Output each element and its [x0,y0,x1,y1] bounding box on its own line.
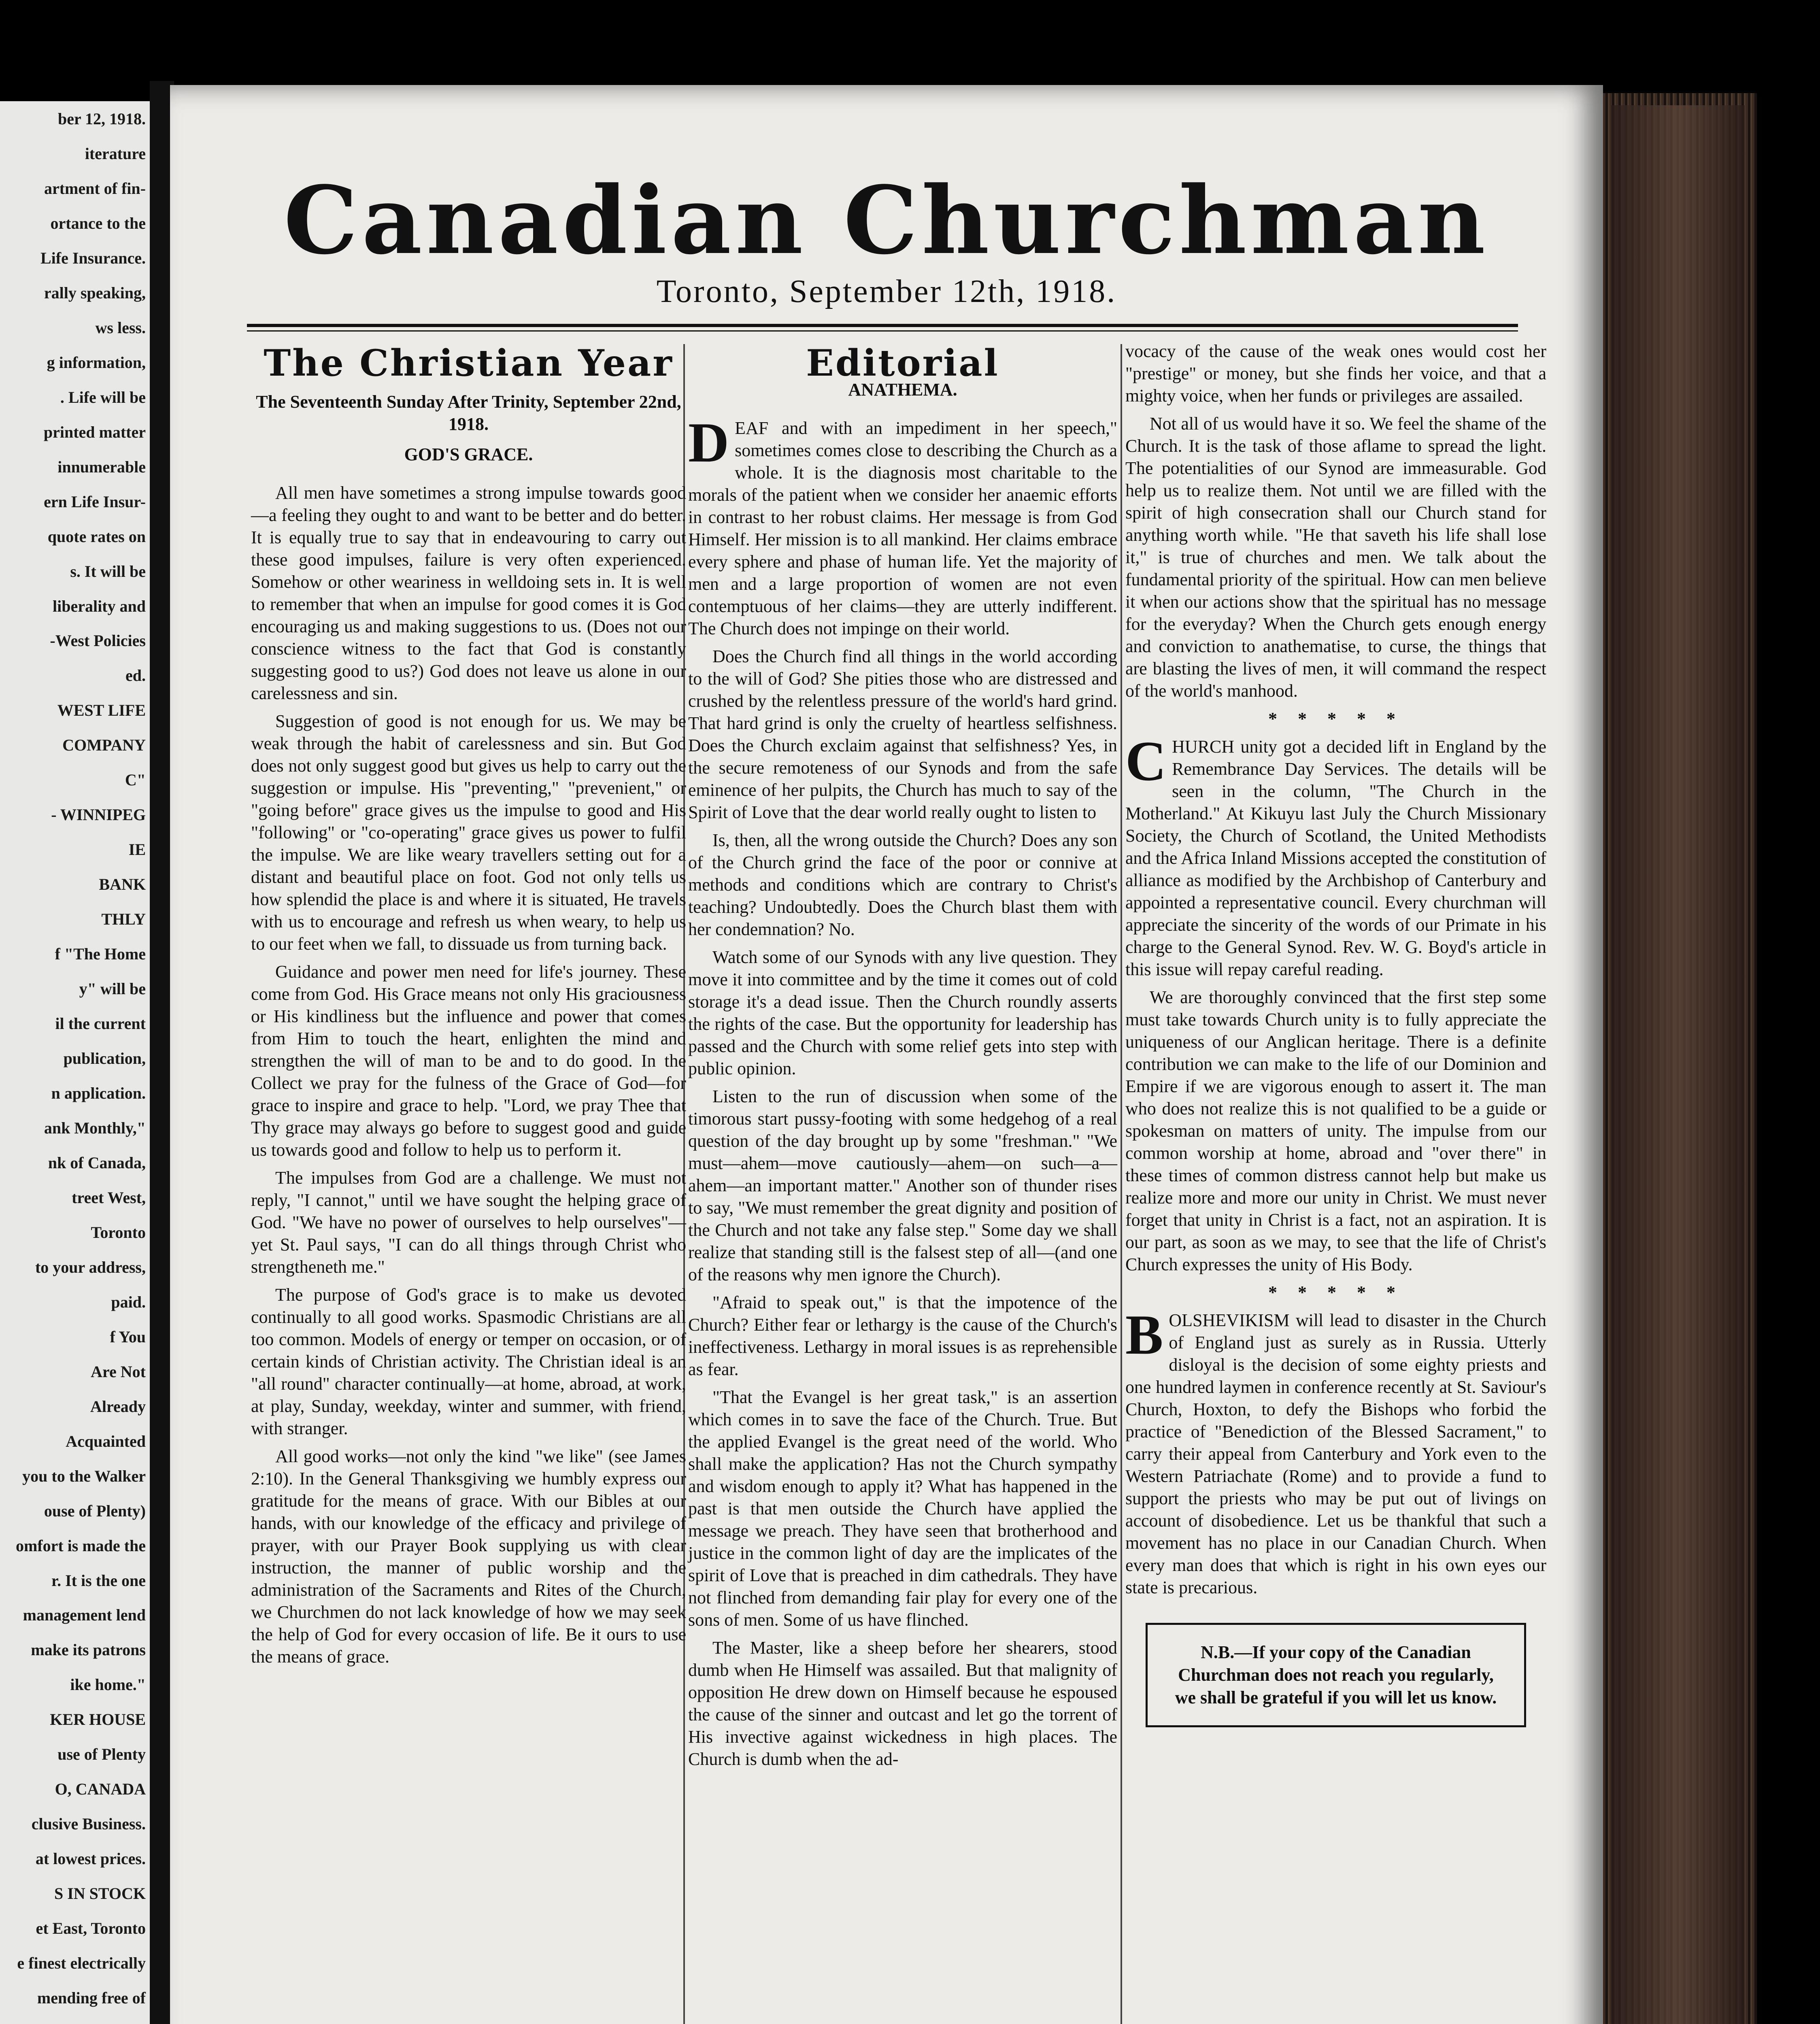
facing-page-line: ber 12, 1918. [57,110,146,128]
facing-page-line: n application. [51,1084,146,1103]
masthead-dateline: Toronto, September 12th, 1918. [656,274,1117,309]
facing-page-line: paid. [111,1293,146,1311]
paragraph: "That the Evangel is her great task," is an assertion which comes in to save the face of the Church. True. But the applied Evangel is the great need of the world. Who shall make the application? Has not the Church sympathy and wisdom enough to apply it? What has happened in the past is that men outside the Church have applied the message we preach. They have seen that brotherhood and justice in the common light of day are the implicates of the spirit of Love that is preached in dim cathedrals. They have not flinched from demanding fair play for every one of the sons of men. Some of us have flinched. [688,1387,1117,1630]
facing-page-line: g information, [47,353,146,372]
drop-cap: C [1125,730,1167,793]
column-christian-year [251,342,686,1673]
facing-page-line: publication, [63,1049,146,1068]
facing-page-line: management lend [23,1606,146,1624]
facing-page-line: at lowest prices. [35,1850,146,1868]
paragraph-text: OLSHEVIKISM will lead to disaster in the Church of England just as surely as in Russia. Utterly disloyal is the decision of some eighty priests and one hundred laymen in conference recently at St. Saviour's Church, Hoxton, to defy the Bishops who forbid the practice of "Benediction of the Blessed Sacrament," to carry their appeal from Canterbury and York even to the Western Patriachate (Rome) and to provide a fund to support the priests who may be put out of livings on account of disobedience. Let us be thankful that such a movement has no place in our Canadian Church. When every man does that which is right in his own eyes our state is precarious. [1125,1310,1546,1597]
anathema-subhead: ANATHEMA. [848,380,957,400]
paragraph-lead [1125,1303,1546,1599]
facing-page-line: liberality and [52,597,146,615]
facing-page-line: innumerable [57,457,146,476]
column-editorial [688,342,1117,1776]
paragraph-lead [1125,730,1546,980]
drop-cap: B [1125,1303,1163,1366]
paragraph: All men have sometimes a strong impulse towards good—a feeling they ought to and want to be better and do better. It is equally true to say that in endeavouring to carry out these good impulses, failure is very often experienced. Somehow or other weariness in welldoing sets in. It is well to remember that when an impulse for good comes it is God encouraging us and making suggestions to us. (Does not our conscience witness to the fact that God is constantly suggesting good to us?) God does not leave us alone in our carelessness and sin. [251,483,686,703]
facing-page-line: you to the Walker [22,1467,146,1485]
facing-page-line: ortance to the [50,214,146,232]
facing-page-line: mending free of [37,1989,146,2007]
column-editorial-continued [1125,340,1546,1727]
facing-page-line: clusive Business. [31,1815,146,1833]
facing-page-line: Are Not [91,1362,146,1381]
paragraph-text: HURCH unity got a decided lift in England by the Remembrance Day Services. The details will be seen in the column, "The Church in the Motherland." At Kikuyu last July the Church Missionary Society, the Church of Scotland, the United Methodists and the Africa Inland Missions accepted the constitution of alliance as modified by the Archbishop of Canterbury and appointed a representative council. Every churchman will appreciate the sincerity of the words of our Primate in his charge to the General Synod. Rev. W. G. Boyd's article in this issue will repay careful reading. [1125,737,1546,979]
facing-page-line: IE [128,840,146,859]
facing-page-line: printed matter [43,423,146,441]
facing-page-line: COMPANY [62,736,146,755]
facing-page-line: ws less. [95,318,146,337]
masthead-rule-thick [247,324,1518,327]
facing-page-line: f "The Home [55,945,146,963]
facing-page-line: . Life will be [60,388,146,406]
paragraph: Does the Church find all things in the world according to the will of God? She pities those who are distressed and crushed by the relentless pressure of the world's hard grind. That hard grind is only the cruelty of heartless selfishness. Does the Church exclaim against that selfishness? Yes, in the secure remoteness of our Synods and from the safe eminence of her pulpits, the Church has much to say of the Spirit of Love that the dear world really ought to listen to [688,646,1117,822]
paragraph: vocacy of the cause of the weak ones would cost her "prestige" or money, but she finds her voice, and that a mighty voice, when her funds or privileges are assailed. [1125,341,1546,406]
facing-page-line: y" will be [79,980,146,998]
paragraph-text: EAF and with an impediment in her speech," sometimes comes close to describing the Church as a whole. It is the diagnosis most charitable to the morals of the patient when we consider her anaemic efforts in contrast to her robust claims. Her message is from God Himself. Her mission is to all mankind. Her claims embrace every sphere and phase of human life. Yet the majority of men and a large proportion of women are not even contemptuous of her claims—they are utterly indifferent. The Church does not impinge on their world. [688,418,1117,638]
paragraph: "Afraid to speak out," is that the impotence of the Church? Either fear or lethargy is the cause of the Church's ineffectiveness. Lethargy in moral issues is as reprehensible as fear. [688,1293,1117,1379]
facing-page-line: C" [125,771,146,789]
masthead-rule-thin [247,330,1518,332]
facing-page-line: e finest electrically [17,1954,146,1973]
section-separator: * * * * * [1268,709,1403,729]
facing-page-line: Acquainted [66,1432,146,1450]
editorial-heading: Editorial [806,342,999,385]
gods-grace-subhead: GOD'S GRACE. [404,444,533,464]
facing-page-line: ank Monthly," [44,1118,146,1137]
facing-page-line: ouse of Plenty) [44,1501,146,1520]
facing-page-line: Already [90,1397,146,1416]
facing-page-line: ike home." [70,1675,146,1694]
paragraph: Suggestion of good is not enough for us. We may be weak through the habit of carelessness and sin. But God does not only suggest good but gives us help to carry out the suggestion or impulse. His "preventing," "prevenient," or "going before" grace gives us the impulse to good and His "following" or "co-operating" grace gives us power to fulfil the impulse. We are like weary travellers setting out for a distant and beautiful place on foot. God not only tells us how splendid the place is and where it is situated, He travels with us to encourage and refresh us when weary, to help us to our feet when we fall, to dissuade us from turning back. [251,711,686,954]
facing-page-line: use of Plenty [57,1745,146,1764]
facing-page-line: THLY [101,910,146,929]
facing-page-line: ed. [125,666,146,685]
section-separator: * * * * * [1268,1282,1403,1302]
paragraph: The purpose of God's grace is to make us devoted continually to all good works. Spasmodic Christians are all too common. Models of energy or temper on occasion, or of certain kinds of Christian activity. The Christian ideal is an "all round" character continually—at home, abroad, at work, at play, Sunday, weekday, winter and summer, with friend, with stranger. [251,1285,686,1438]
facing-page-line: il the current [55,1014,146,1033]
facing-page-line: -West Policies [50,631,146,650]
facing-page-line: f You [110,1327,146,1346]
paragraph: All good works—not only the kind "we like" (see James 2:10). In the General Thanksgiving we humbly express our gratitude for the means of grace. With our Bibles at our hands, with our knowledge of the efficacy and privilege of prayer, with our Prayer Book supplying us with clear instruction, the manner of public worship and the administration of the Sacraments and Rites of the Church, we Churchmen do not lack knowledge of how we may seek the help of God for every occasion of life. Be it ours to use the means of grace. [251,1446,686,1667]
facing-page-line: - WINNIPEG [51,806,146,824]
facing-page-line: rally speaking, [44,283,146,302]
notice-box: N.B.—If your copy of the Canadian Churchman does not reach you regularly, we shall be grateful if you will let us know. [1146,1623,1526,1727]
facing-page-line: make its patrons [31,1641,146,1659]
facing-page-line: S IN STOCK [54,1884,146,1903]
facing-page-line: omfort is made the [15,1536,146,1555]
christian-year-occasion: The Seventeenth Sunday After Trinity, September 22nd, 1918. [256,392,681,434]
drop-cap: D [688,411,729,474]
facing-page-line: ern Life Insur- [44,492,146,511]
paragraph: Guidance and power men need for life's journey. These come from God. His Grace means not only His graciousness or His kindliness but the influence and power that comes from Him to touch the heart, enlighten the mind and strengthen the will of man to be and to do good. In the Collect we pray for the fulness of the Grace of God—for grace to inspire and grace to help. "Lord, we pray Thee that Thy grace may always go before to suggest good and guide us towards good and follow to help us to perform it. [251,962,686,1160]
facing-page-line: treet West, [72,1188,146,1207]
facing-page-line: et East, Toronto [36,1919,146,1938]
facing-page-line: artment of fin- [44,179,146,198]
masthead-title: Canadian Churchman [283,166,1490,275]
facing-page-line: quote rates on [47,527,146,546]
facing-page-line: KER HOUSE [50,1710,146,1729]
facing-page-line: O, CANADA [55,1780,146,1799]
facing-page-line: Life Insurance. [40,249,146,267]
paragraph: The Master, like a sheep before her shearers, stood dumb when He Himself was assailed. But that malignity of opposition He drew down on Himself because he espoused the cause of the sinner and outcast and let go the torrent of His invective against wickedness in high places. The Church is dumb when the ad- [688,1638,1117,1769]
facing-page-line: s. It will be [70,562,146,580]
facing-page-line: r. It is the one [51,1571,146,1590]
book-spine-shadow [1611,105,1745,2024]
newspaper-page [170,85,1603,2024]
paragraph: Watch some of our Synods with any live question. They move it into committee and by the time it comes out of cold storage it's a dead issue. Then the Church roundly asserts the rights of the case. But the opportunity for leadership has passed and the Church with some relief gets into step with public opinion. [688,947,1117,1078]
paragraph-lead [688,411,1117,640]
facing-page-line: to your address, [35,1258,146,1276]
facing-page-line: WEST LIFE [57,701,146,720]
column-divider [1120,344,1122,2024]
facing-page-line: BANK [99,875,146,894]
facing-page-line: nk of Canada, [48,1153,146,1172]
christian-year-heading: The Christian Year [264,342,674,385]
paragraph: The impulses from God are a challenge. We must not reply, "I cannot," until we have sought the helping grace of God. "We have no power of ourselves to help ourselves"—yet St. Paul says, "I can do all things through Christ who strengtheneth me." [251,1168,686,1277]
paragraph: Listen to the run of discussion when some of the timorous start pussy-footing with some hedgehog of a real question of the day brought up by some "freshman." "We must—ahem—move cautiously—ahem—on such—a—ahem—an important matter." Another son of thunder rises to say, "We must remember the great dignity and position of the Church and not take any false step." Some day we shall realize that standing still is the falsest step of all—(and one of the reasons why men ignore the Church). [688,1086,1117,1284]
paragraph: We are thoroughly convinced that the first step some must take towards Church unity is to fully appreciate the uniqueness of our Anglican heritage. There is a definite contribution we can make to the life of our Dominion and Empire if we are vigorous enough to assert it. The man who does not realize this is not qualified to be a guide or spokesman on matters of unity. The impulse from our common worship at home, abroad and "over there" in these times of common distress cannot help but make us realize more and more our unity in Christ. We must never forget that unity in Christ is a fact, not an aspiration. It is our part, as soon as we may, to see that the life of Christ's Church expresses the unity of His Body. [1125,987,1546,1274]
paragraph: Not all of us would have it so. We feel the shame of the Church. It is the task of those aflame to spread the light. The potentialities of our Synod are immeasurable. God help us to realize them. Not until we are filled with the spirit of high consecration shall our Church stand for anything worth while. "He that saveth his life shall lose it," is true of churches and men. We talk about the fundamental priority of the spiritual. How can men believe it when our actions show that the spiritual has no message for the everyday? When the Church gets enough energy and conviction to anathematise, to curse, the things that are blasting the lives of men, it will command the respect of the world's manhood. [1125,414,1546,701]
facing-page-line: Toronto [91,1223,146,1242]
paragraph: Is, then, all the wrong outside the Church? Does any son of the Church grind the face of the poor or connive at methods and conditions which are contrary to Christ's teaching? Undoubtedly. Does the Church blast them with her condemnation? No. [688,830,1117,939]
facing-page-line: iterature [85,144,146,163]
facing-page-fragment [0,101,150,2024]
